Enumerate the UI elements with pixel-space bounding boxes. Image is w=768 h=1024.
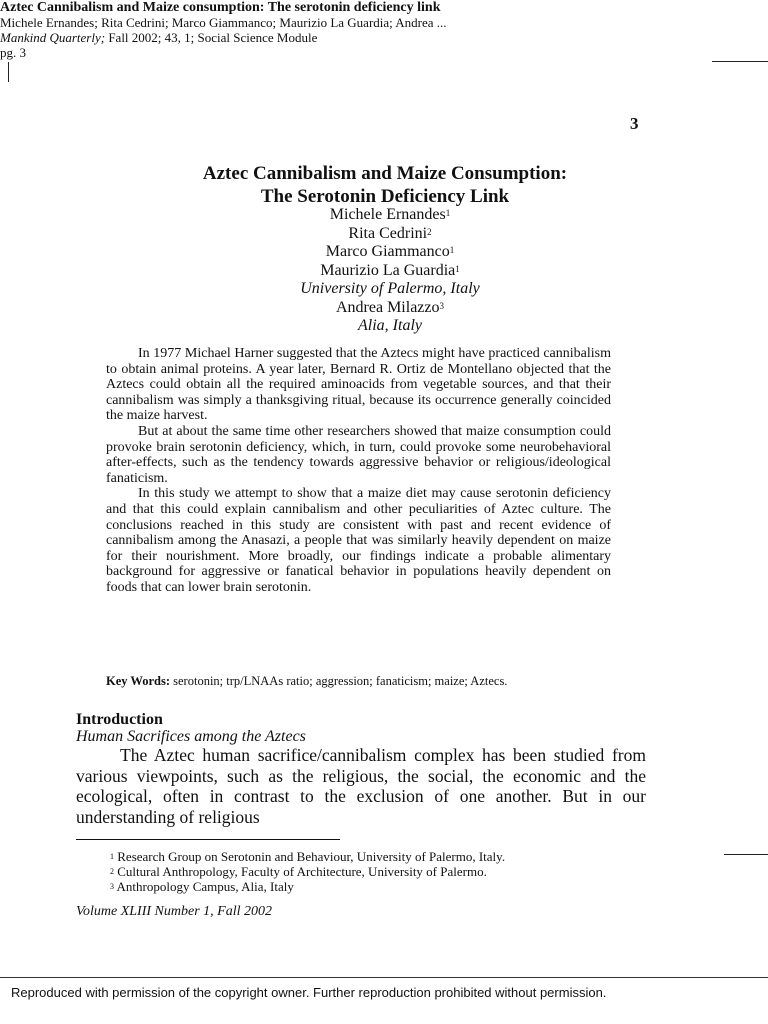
footnote-mark: 3 bbox=[110, 882, 114, 891]
author bbox=[180, 262, 600, 281]
citation-authors: Michele Ernandes; Rita Cedrini; Marco Giammanco; Maurizio La Guardia; Andrea ... bbox=[0, 15, 447, 30]
title-line-1: Aztec Cannibalism and Maize Consumption: bbox=[202, 163, 568, 184]
footnote bbox=[110, 849, 630, 864]
scan-edge-mark bbox=[724, 854, 768, 855]
author-list bbox=[180, 206, 600, 336]
volume-info: Volume XLIII Number 1, Fall 2002 bbox=[76, 904, 272, 919]
journal-issue: Fall 2002; 43, 1; Social Science Module bbox=[105, 30, 318, 45]
author bbox=[180, 243, 600, 262]
keywords-label: Key Words: bbox=[106, 674, 171, 688]
author-name: Michele Ernandes bbox=[329, 206, 446, 223]
footnote-mark: 2 bbox=[110, 867, 114, 876]
abstract-paragraph: But at about the same time other researchers showed that maize consumption could provoke brain serotonin deficiency, which, in turn, could provoke some neurobehavioral after-effects, such as the tendency towards aggressive behavior or religious/ideological fanaticism. bbox=[106, 423, 611, 486]
author-affiliation-mark: 2 bbox=[427, 226, 432, 237]
journal-name: Mankind Quarterly; bbox=[0, 30, 106, 45]
page-number: 3 bbox=[630, 114, 639, 133]
affiliation: Alia, Italy bbox=[358, 317, 422, 334]
section-subheading: Human Sacrifices among the Aztecs bbox=[76, 728, 306, 745]
keywords-text: serotonin; trp/LNAAs ratio; aggression; fanaticism; maize; Aztecs. bbox=[170, 674, 508, 688]
affiliation: University of Palermo, Italy bbox=[300, 280, 480, 297]
author-affiliation-mark: 1 bbox=[455, 263, 460, 274]
scan-edge-mark bbox=[712, 61, 768, 62]
footnote-text: Cultural Anthropology, Faculty of Architecture, University of Palermo. bbox=[114, 864, 487, 879]
author-affiliation-mark: 3 bbox=[439, 300, 444, 311]
divider bbox=[0, 977, 768, 978]
keywords bbox=[106, 674, 611, 689]
scan-edge-mark bbox=[8, 62, 9, 82]
article-title bbox=[100, 162, 670, 208]
section-heading: Introduction bbox=[76, 711, 163, 728]
title-line-2: The Serotonin Deficiency Link bbox=[260, 186, 510, 207]
footnote-text: Anthropology Campus, Alia, Italy bbox=[114, 879, 294, 894]
footnote-text: Research Group on Serotonin and Behaviour, University of Palermo, Italy. bbox=[114, 849, 506, 864]
body-paragraph: The Aztec human sacrifice/cannibalism complex has been studied from various viewpoints, such as the religious, the social, the economic and the ecological, often in contrast to the exclusion of one another. But in our understanding of religious bbox=[76, 745, 646, 827]
footnote bbox=[110, 879, 630, 894]
author-name: Marco Giammanco bbox=[325, 243, 450, 260]
abstract-paragraph: In 1977 Michael Harner suggested that the Aztecs might have practiced cannibalism to obtain animal proteins. A year later, Bernard R. Ortiz de Montellano objected that the Aztecs could obtain all the required aminoacids from vegetable sources, and that their cannibalism was simply a thanksgiving ritual, because its occurrence generally coincided the maize harvest. bbox=[106, 346, 611, 424]
footnote-mark: 1 bbox=[110, 852, 114, 861]
abstract bbox=[106, 346, 611, 596]
body-text bbox=[76, 745, 646, 827]
author bbox=[180, 206, 600, 225]
author-affiliation-mark: 1 bbox=[445, 208, 451, 218]
footnote bbox=[110, 864, 630, 879]
footnotes bbox=[110, 849, 630, 894]
author-name: Maurizio La Guardia bbox=[320, 261, 456, 279]
author-affiliation-mark: 1 bbox=[449, 245, 455, 255]
citation-title: Aztec Cannibalism and Maize consumption: The serotonin deficiency link bbox=[0, 0, 441, 15]
citation-header bbox=[0, 0, 760, 60]
citation-page: pg. 3 bbox=[0, 45, 26, 60]
citation-journal bbox=[0, 30, 760, 45]
author bbox=[180, 299, 600, 318]
abstract-paragraph: In this study we attempt to show that a maize diet may cause serotonin deficiency and that this could explain cannibalism and other peculiarities of Aztec culture. The conclusions reached in this study are consistent with past and recent evidence of cannibalism among the Anasazi, a people that was similarly heavily dependent on maize for their nourishment. More broadly, our findings indicate a probable alimentary background for aggressive or fanatical behavior in populations heavily dependent on foods that can lower brain serotonin. bbox=[106, 486, 611, 595]
footnote-divider bbox=[76, 839, 340, 840]
author bbox=[180, 225, 600, 244]
author-name: Rita Cedrini bbox=[348, 224, 428, 242]
author-name: Andrea Milazzo bbox=[335, 298, 440, 316]
copyright-notice: Reproduced with permission of the copyright owner. Further reproduction prohibited without permission. bbox=[11, 985, 607, 1000]
